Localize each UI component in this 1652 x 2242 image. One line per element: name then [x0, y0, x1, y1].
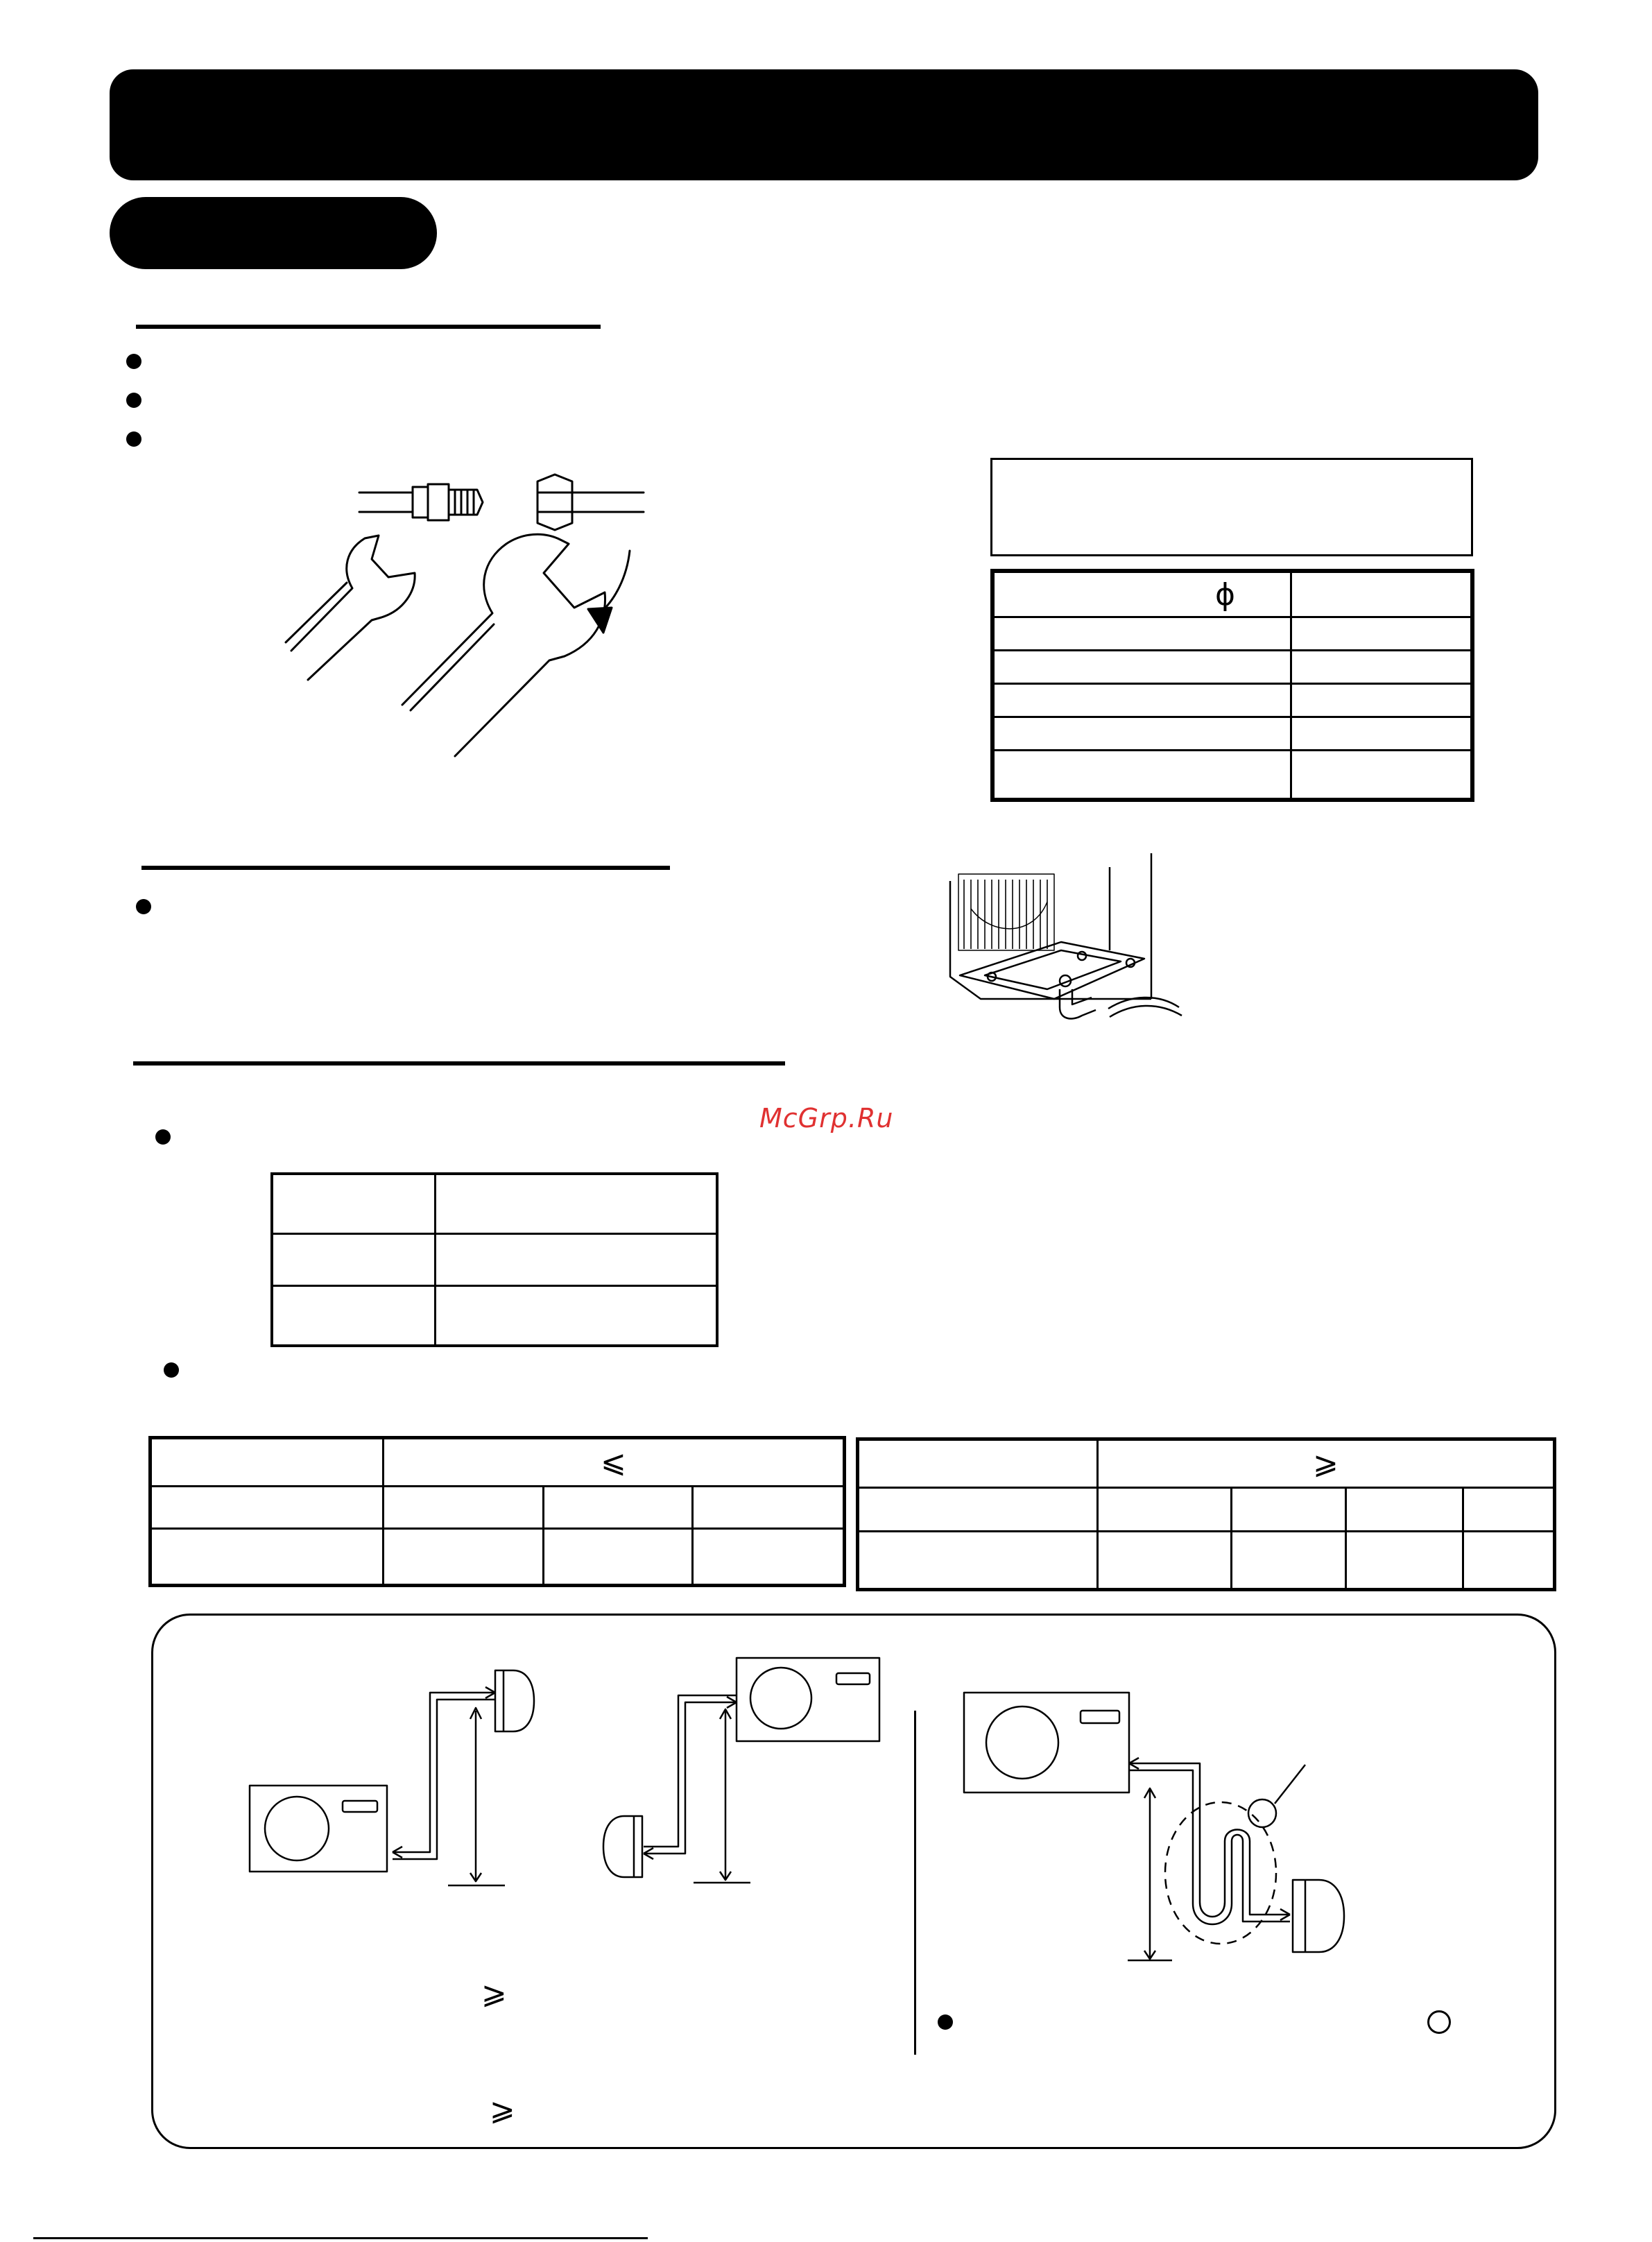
- bullet: [155, 1129, 171, 1145]
- table-header-min: [1098, 1439, 1555, 1488]
- table-cell: [150, 1529, 384, 1586]
- diagram-indoor-below: [590, 1658, 895, 1922]
- table-cell: [272, 1234, 436, 1285]
- torque-table: [990, 569, 1474, 802]
- table-cell: [1291, 717, 1473, 750]
- table-cell: [858, 1488, 1098, 1532]
- table-cell: [1232, 1532, 1346, 1590]
- table-cell: [272, 1174, 436, 1234]
- table-cell: [544, 1529, 693, 1586]
- height-table-right: [856, 1437, 1556, 1591]
- phi-symbol: ϕ: [1215, 577, 1236, 613]
- table-cell: [1291, 650, 1473, 683]
- table-cell: [544, 1487, 693, 1529]
- bullet: [126, 354, 141, 369]
- bullet: [164, 1362, 179, 1378]
- indoor-unit-icon: [495, 1670, 534, 1731]
- bullet: [938, 2014, 953, 2030]
- reference-circle: [1427, 2010, 1451, 2034]
- table-cell: [1291, 750, 1473, 800]
- table-cell: [1232, 1488, 1346, 1532]
- table-cell: [384, 1529, 544, 1586]
- outdoor-unit-icon: [250, 1786, 387, 1872]
- greater-equal-symbol: ⩾: [490, 2092, 515, 2128]
- wrench-icon: [402, 534, 605, 756]
- bullet: [126, 431, 141, 447]
- table-cell: [384, 1487, 544, 1529]
- wrench-icon: [291, 536, 415, 680]
- wrench-illustration: [277, 472, 666, 763]
- table-cell: [992, 650, 1291, 683]
- greater-equal-symbol: ⩾: [1313, 1446, 1339, 1481]
- table-cell: [858, 1439, 1098, 1488]
- table-cell: [858, 1532, 1098, 1590]
- footer-rule: [33, 2237, 648, 2239]
- table-cell: [1463, 1488, 1555, 1532]
- table-cell: [272, 1285, 436, 1346]
- indoor-unit-icon: [1293, 1880, 1344, 1952]
- torque-table-header-torque: [1291, 571, 1473, 617]
- bullet: [126, 393, 141, 408]
- table-cell: [1346, 1532, 1463, 1590]
- header-bar: [110, 69, 1538, 180]
- drain-illustration: [943, 853, 1193, 1041]
- bullet: [136, 899, 151, 914]
- table-cell: [693, 1529, 845, 1586]
- table-cell: [992, 683, 1291, 717]
- torque-table-header-size: [992, 571, 1291, 617]
- drain-elbow-icon: [1060, 975, 1182, 1018]
- diagram-oil-trap: [964, 1693, 1394, 1984]
- table-cell: [992, 717, 1291, 750]
- table-cell: [436, 1285, 718, 1346]
- height-table-left: [148, 1436, 846, 1587]
- table-cell: [992, 617, 1291, 650]
- section-2-heading-rule: [141, 866, 670, 870]
- table-cell: [693, 1487, 845, 1529]
- flare-nut-icon: [537, 474, 572, 530]
- table-cell: [436, 1174, 718, 1234]
- table-cell: [1463, 1532, 1555, 1590]
- watermark: McGrp.Ru: [759, 1103, 894, 1133]
- greater-equal-symbol: ⩾: [481, 1976, 507, 2011]
- section-1-heading-rule: [136, 325, 601, 329]
- less-equal-symbol: ⩽: [601, 1444, 626, 1480]
- pipe-length-table: [270, 1172, 719, 1347]
- table-cell: [1346, 1488, 1463, 1532]
- table-cell: [150, 1438, 384, 1487]
- section-tab: [110, 197, 437, 269]
- table-cell: [150, 1487, 384, 1529]
- outdoor-unit-icon: [964, 1693, 1129, 1792]
- table-cell: [992, 750, 1291, 800]
- table-cell: [1291, 617, 1473, 650]
- table-cell: [1098, 1488, 1232, 1532]
- table-header-max: [384, 1438, 845, 1487]
- section-3-heading-rule: [133, 1061, 785, 1066]
- panel-divider: [914, 1711, 916, 2055]
- table-cell: [1291, 683, 1473, 717]
- table-cell: [436, 1234, 718, 1285]
- outdoor-unit-icon: [737, 1658, 879, 1741]
- diagram-indoor-above: [250, 1665, 555, 1915]
- table-cell: [1098, 1532, 1232, 1590]
- note-box: [990, 458, 1473, 556]
- indoor-unit-icon: [603, 1816, 642, 1877]
